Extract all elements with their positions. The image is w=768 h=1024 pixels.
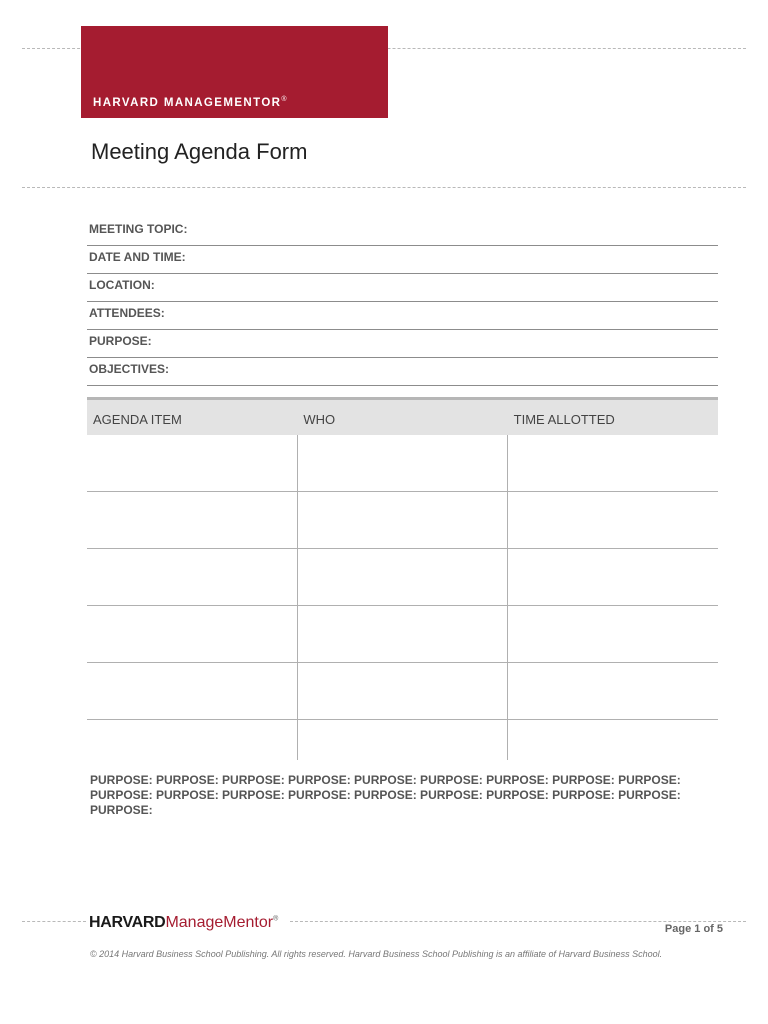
- time-cell[interactable]: [508, 662, 718, 719]
- agenda-item-cell[interactable]: [87, 491, 297, 548]
- footer-logo-bold: HARVARD: [89, 914, 166, 931]
- agenda-item-cell[interactable]: [87, 605, 297, 662]
- footer-registered-mark: ®: [273, 915, 279, 923]
- agenda-item-cell[interactable]: [87, 719, 297, 760]
- time-cell[interactable]: [508, 491, 718, 548]
- page-title: Meeting Agenda Form: [91, 139, 308, 164]
- brand-logo: [93, 96, 288, 109]
- table-row: [87, 662, 718, 719]
- field-purpose[interactable]: PURPOSE:: [87, 331, 718, 358]
- table-row: [87, 605, 718, 662]
- agenda-item-cell[interactable]: [87, 662, 297, 719]
- field-attendees[interactable]: ATTENDEES:: [87, 303, 718, 330]
- time-cell[interactable]: [508, 435, 718, 492]
- field-location[interactable]: LOCATION:: [87, 275, 718, 302]
- table-row: [87, 491, 718, 548]
- column-header-agenda-item: AGENDA ITEM: [87, 399, 297, 435]
- who-cell[interactable]: [297, 662, 507, 719]
- field-date-and-time[interactable]: DATE AND TIME:: [87, 247, 718, 274]
- table-row: [87, 548, 718, 605]
- who-cell[interactable]: [297, 491, 507, 548]
- who-cell[interactable]: [297, 435, 507, 492]
- brand-name: HARVARD MANAGEMENTOR: [93, 97, 282, 109]
- footer-dotted-divider-left: [22, 921, 86, 922]
- brand-registered-mark: ®: [281, 96, 288, 104]
- who-cell[interactable]: [297, 548, 507, 605]
- copyright-notice: © 2014 Harvard Business School Publishing. All rights reserved. Harvard Business School Publishing is an affiliate of Harvard Business School.: [90, 949, 663, 959]
- time-cell[interactable]: [508, 605, 718, 662]
- agenda-item-cell[interactable]: [87, 548, 297, 605]
- brand-banner: [81, 26, 388, 118]
- time-cell[interactable]: [508, 719, 718, 760]
- footer-dotted-divider-right: [290, 921, 746, 922]
- meeting-info-fields: [87, 219, 718, 387]
- agenda-table: [87, 397, 718, 760]
- field-meeting-topic[interactable]: MEETING TOPIC:: [87, 219, 718, 246]
- who-cell[interactable]: [297, 605, 507, 662]
- title-dotted-divider: [22, 187, 746, 188]
- purpose-paragraph: PURPOSE: PURPOSE: PURPOSE: PURPOSE: PURPOSE: PURPOSE: PURPOSE: PURPOSE: PURPOSE: PURPOSE: PURPOSE: PURPOSE: PURPOSE: PURPOSE: PURPOSE: PURPOSE: PURPOSE: PURPOSE: PURPOSE:: [90, 773, 681, 817]
- column-header-who: WHO: [297, 399, 507, 435]
- agenda-item-cell[interactable]: [87, 435, 297, 492]
- page-number: Page 1 of 5: [664, 923, 723, 935]
- table-row: [87, 719, 718, 760]
- footer-logo-light: ManageMentor: [165, 914, 274, 931]
- field-objectives[interactable]: OBJECTIVES:: [87, 359, 718, 386]
- table-row: [87, 435, 718, 492]
- time-cell[interactable]: [508, 548, 718, 605]
- column-header-time-allotted: TIME ALLOTTED: [508, 399, 718, 435]
- who-cell[interactable]: [297, 719, 507, 760]
- footer-logo: [89, 914, 278, 932]
